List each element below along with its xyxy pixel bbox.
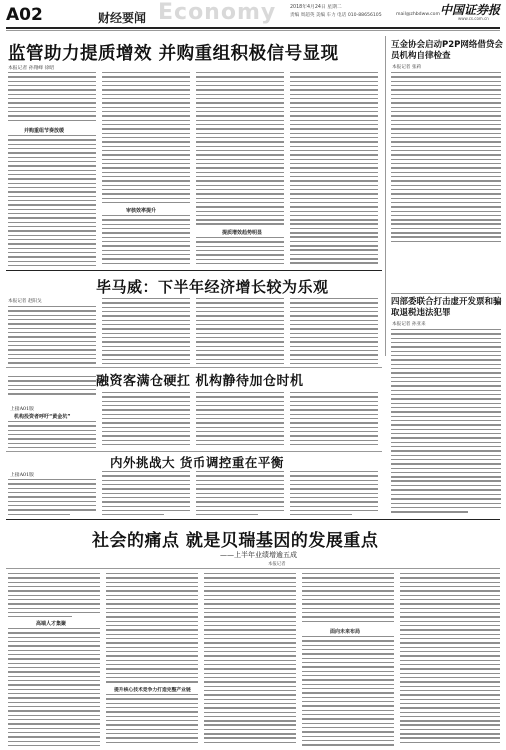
article-3-top-rule: [391, 293, 501, 294]
article-4-top-rule: [6, 270, 382, 271]
subhead-5-1: 上接A01版: [10, 407, 34, 412]
article-6-text-col1: [8, 479, 96, 515]
article-7-text-col2b: [106, 694, 198, 746]
article-1-text-col2b: [102, 215, 190, 267]
headline-6: 内外挑战大 货币调控重在平衡: [110, 455, 284, 470]
headline-7: 社会的痛点 就是贝瑞基因的发展重点: [92, 531, 379, 551]
headline-4: 毕马威：下半年经济增长较为乐观: [96, 278, 329, 296]
article-1-text-col1a: [8, 72, 96, 124]
article-2-text: [391, 72, 501, 244]
article-7-text-col5: [400, 573, 500, 746]
page-header: [0, 0, 506, 30]
byline-2: 本报记者 张莉: [392, 65, 422, 70]
subhead-1-2: 审核效率提升: [126, 208, 157, 214]
article-4-text-col2: [102, 298, 190, 364]
byline-3: 本报记者 孙亚来: [392, 322, 426, 327]
masthead-url: www.cs.com.cn: [458, 16, 489, 21]
article-7-text-col4b: [302, 636, 394, 746]
article-4-text-col4: [290, 298, 378, 364]
article-5-text-col4: [290, 392, 378, 448]
article-1-text-col1b: [8, 135, 96, 267]
article-7-sub-rule: [6, 568, 500, 569]
subhead-5-2: 机构投资者呼吁“黄金坑”: [14, 414, 71, 420]
section-title-en: Economy: [158, 0, 277, 25]
article-5-text-col3: [196, 392, 284, 448]
issue-date: 2018年4月24日 星期二: [290, 5, 342, 10]
article-3-text-bottom: [391, 494, 501, 516]
article-7-top-rule: [6, 519, 500, 520]
subtitle-7: ——上半年业绩增逾五成: [220, 551, 297, 559]
article-5-top-rule: [6, 367, 382, 368]
article-4-text-col3: [196, 298, 284, 364]
subhead-6-1: 上接A01版: [10, 473, 34, 478]
article-1-text-col2a: [102, 72, 190, 204]
section-title-cn: 财经要闻: [98, 11, 147, 25]
article-6-text-col3: [196, 471, 284, 515]
article-7-text-col3: [204, 573, 296, 746]
article-7-text-col4a: [302, 573, 394, 625]
header-rule: [6, 27, 500, 29]
article-5-text-col2: [102, 392, 190, 448]
article-1-text-col3a: [196, 72, 284, 226]
headline-3: 四部委联合打击虚开发票和骗取退税违法犯罪: [391, 297, 502, 318]
header-rule-thin: [6, 30, 500, 31]
masthead-logo: 中国证券报: [440, 3, 501, 17]
subhead-7-2: 面向未来布局: [330, 629, 361, 635]
byline-7: 本报记者: [268, 562, 286, 567]
subhead-7-1: 高端人才集聚: [36, 621, 67, 627]
article-1-text-col4: [290, 72, 378, 267]
subhead-1-1: 并购重组节奏放缓: [24, 128, 65, 134]
article-5-text-col1b: [8, 421, 96, 449]
subhead-1-3: 提质增效趋势明显: [222, 230, 263, 236]
column-separator-right: [385, 36, 386, 356]
email: mail@zhbdww.com: [396, 12, 440, 17]
article-3-text: [391, 329, 501, 491]
page-code: A02: [6, 5, 43, 25]
editor-line: 责编 周超英 美编 车力 电话 010-88656105: [290, 13, 382, 18]
byline-1: 本报记者 孙翔峰 徐昭: [8, 66, 55, 71]
headline-2: 互金协会启动P2P网络借贷会员机构自律检查: [391, 40, 503, 61]
article-7-text-col1b: [8, 628, 100, 746]
byline-4: 本报记者 赵阳戈: [8, 299, 42, 304]
article-7-text-col2a: [106, 573, 198, 683]
article-4-text-col1: [8, 306, 96, 364]
article-6-top-rule: [6, 451, 382, 452]
article-5-text-col1a: [8, 376, 96, 396]
article-1-text-col3b: [196, 237, 284, 267]
subhead-7-3: 提升核心技术竞争力打造完整产业链: [114, 688, 191, 693]
article-7-text-col1a: [8, 573, 100, 617]
headline-5: 融资客满仓硬扛 机构静待加仓时机: [96, 374, 304, 389]
article-6-text-col4: [290, 471, 378, 515]
article-6-text-col2: [102, 471, 190, 515]
headline-1: 监管助力提质增效 并购重组积极信号显现: [8, 44, 339, 64]
